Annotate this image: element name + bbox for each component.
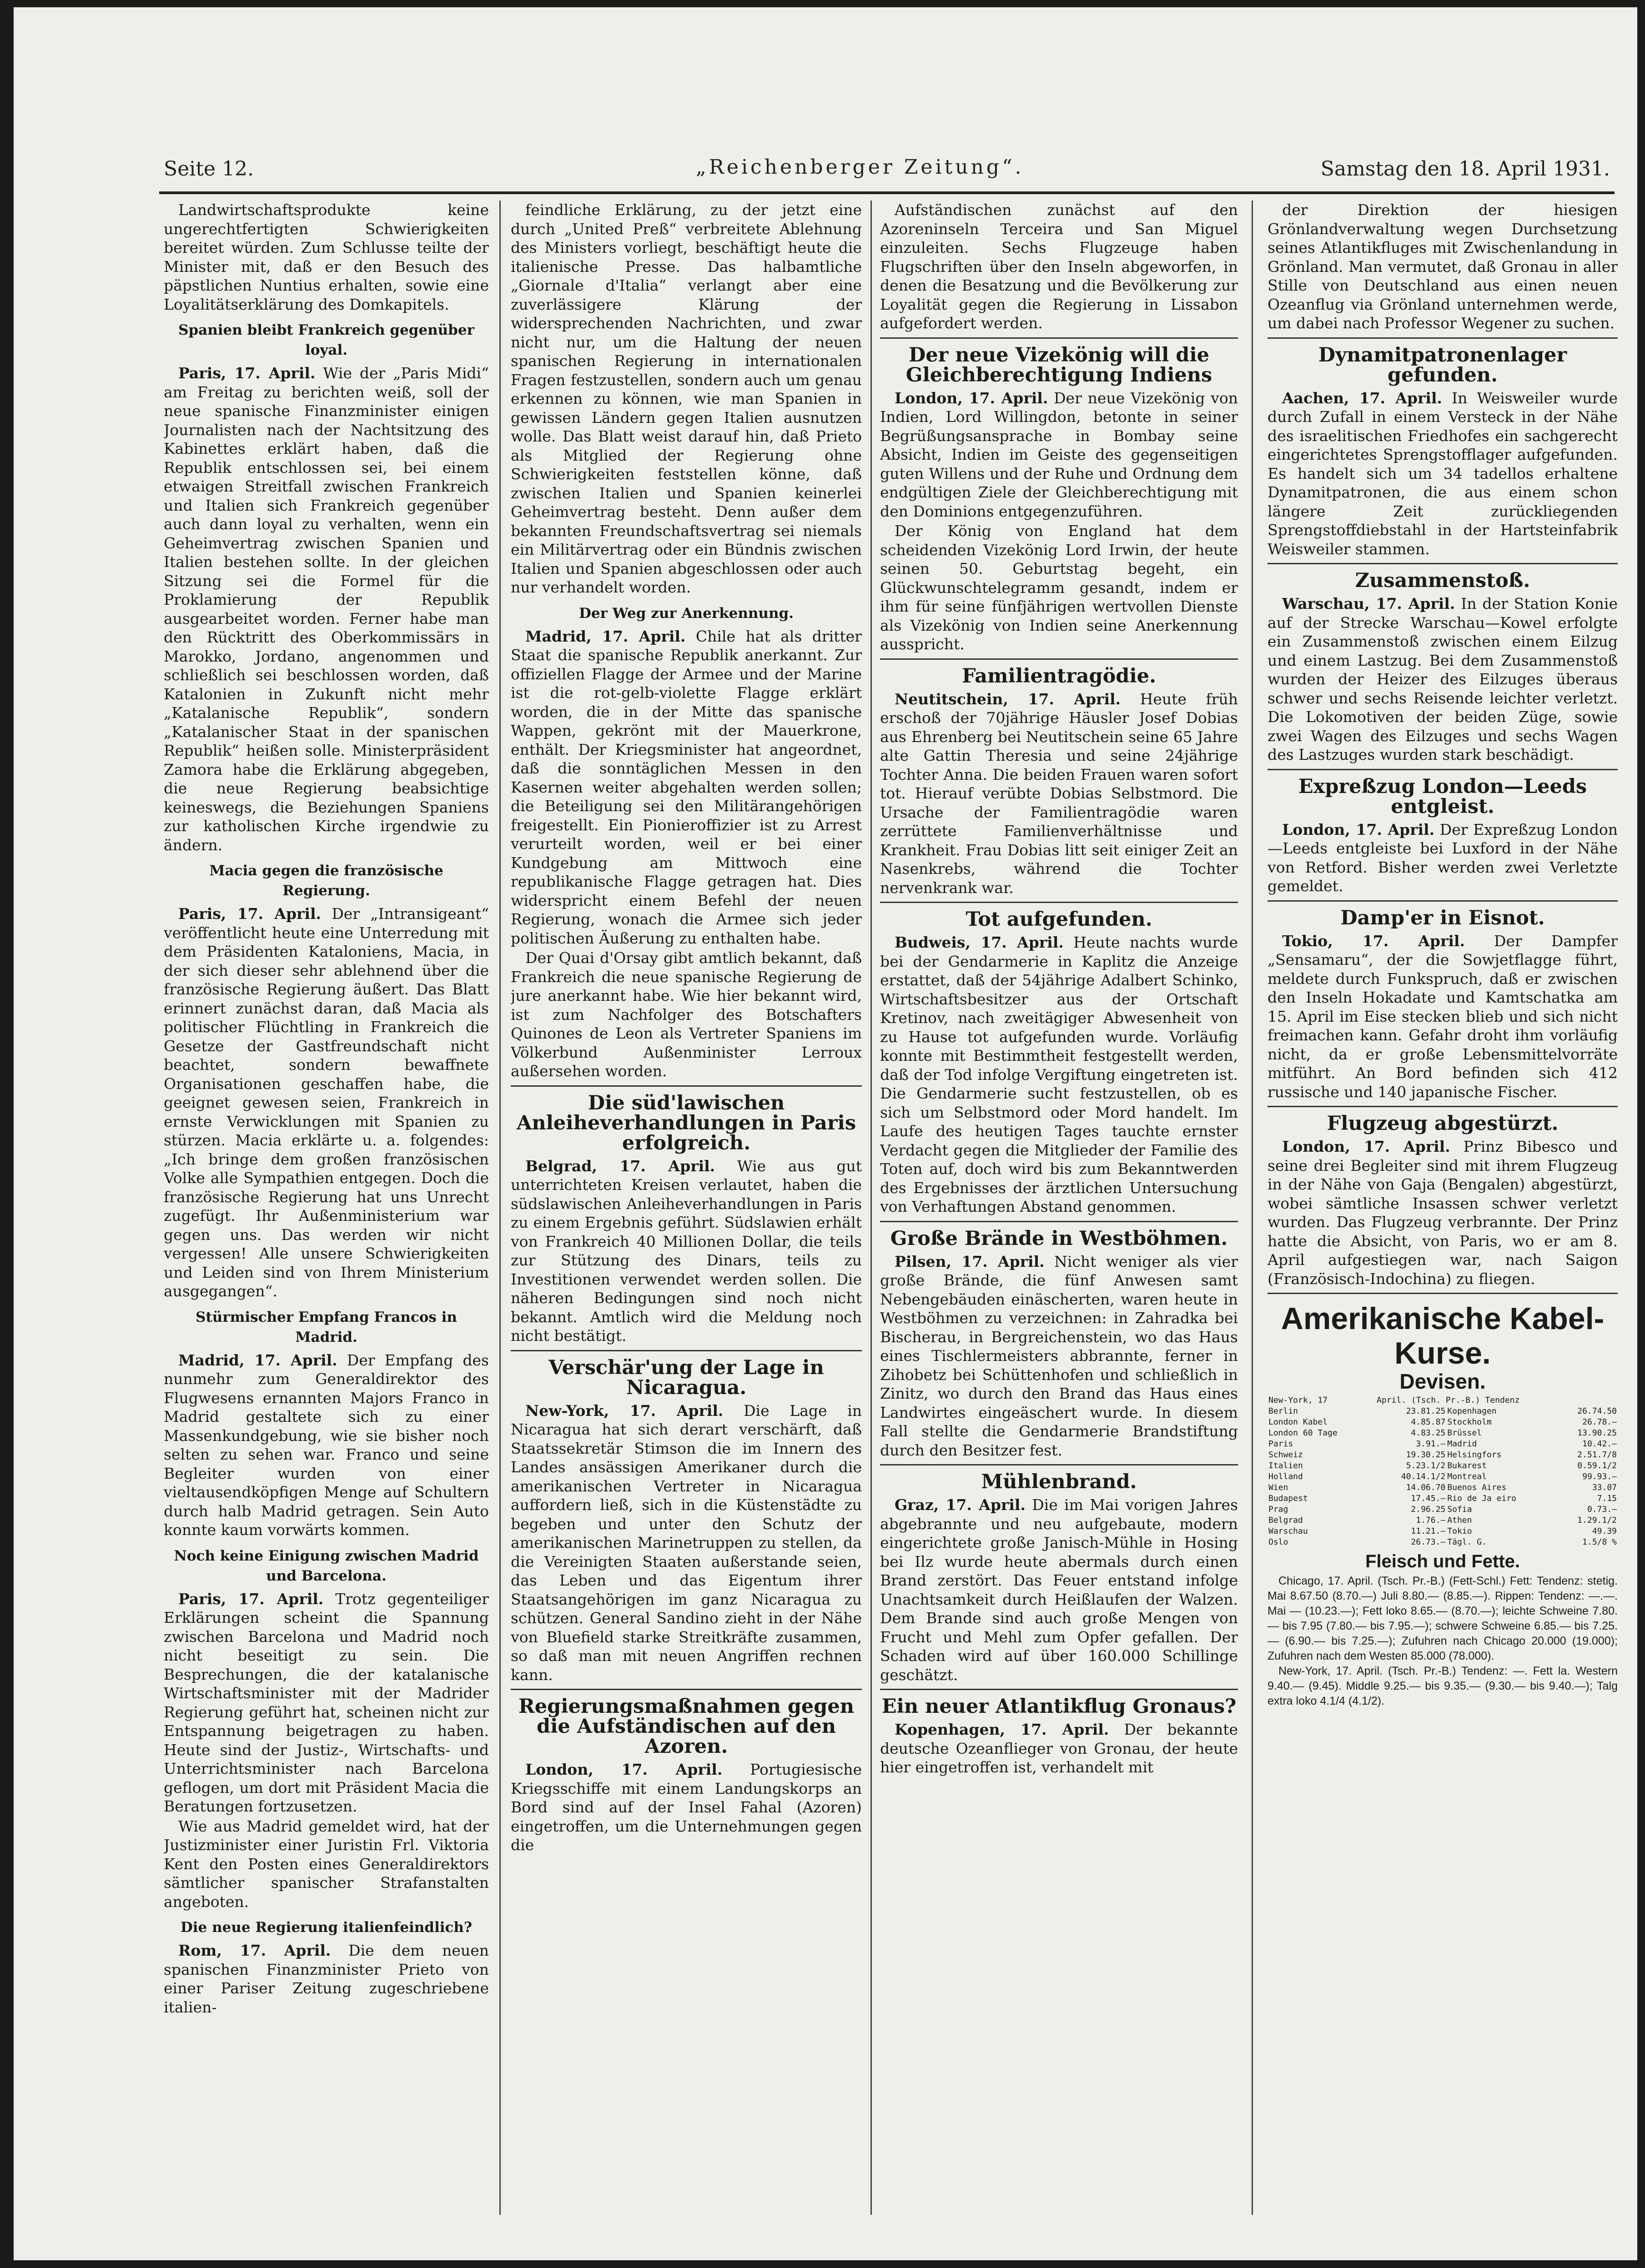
article-paragraph <box>880 389 1238 521</box>
currency-name: Bukarest <box>1447 1460 1487 1470</box>
issue-date: Samstag den 18. April 1931. <box>1320 157 1610 181</box>
paragraph-text: Wie der „Paris Midi“ am Freitag zu berichten weiß, soll der neue spanische Finanzminister einigen Journalisten nach der Nachtsitzung des Kabinettes erklärt haben, daß die Republik entschlossen sei, bei einem etwaigen Streitfall zwischen Frankreich und Italien sich Frankreich gegenüber auch dann loyal zu verhalten, wenn ein Geheimvertrag zwischen Spanien und Italien bestehen sollte. In der gleichen Sitzung sei die Formel für die Proklamierung der Republik ausgearbeitet worden. Ferner habe man den Rücktritt des Oberkommissärs in Marokko, Jordano, angenommen und schließlich sei beschlossen worden, daß Katalonien in Zukunft nicht mehr „Katalanische Republik“, sondern „Katalanischer Staat in der spanischen Republik“ heißen solle. Ministerpräsident Zamora habe die Erklärung abgegeben, die neue Regierung beabsichtige keineswegs, die Beziehungen Spaniens zur katholischen Kirche irgendwie zu ändern. <box>164 364 489 854</box>
page-header <box>164 153 1610 185</box>
article-paragraph <box>164 201 489 314</box>
devisen-row <box>1268 1471 1618 1482</box>
currency-name: Rio de Ja eiro <box>1447 1493 1516 1503</box>
dateline: Rom, 17. April. <box>178 1942 331 1959</box>
dateline: London, 17. April. <box>895 389 1048 407</box>
article-paragraph <box>164 1590 489 1816</box>
devisen-row <box>1268 1450 1618 1460</box>
article-paragraph <box>880 933 1238 1216</box>
devisen-table <box>1268 1395 1618 1548</box>
paragraph-text: Prinz Bibesco und seine drei Begleiter sind mit ihrem Flugzeug in der Nähe von Gaja (Bengalen) abgestürzt, wobei sämtliche Insassen schwer verletzt wurden. Das Flugzeug verbrannte. Der Prinz hatte die Absicht, von Paris, wo er am 8. April aufgestiegen war, nach Saigon (Französisch-Indochina) zu fliegen. <box>1268 1138 1618 1288</box>
currency-rate: 14.06.70 <box>1406 1482 1446 1492</box>
currency-rate: 13.90.25 <box>1577 1428 1617 1438</box>
devisen-row <box>1268 1493 1618 1504</box>
article-headline: Spanien bleibt Frankreich gegenüber loyal. <box>178 322 474 358</box>
currency-name: Oslo <box>1268 1537 1288 1547</box>
article-headline: Familientragödie. <box>961 664 1157 687</box>
currency-rate: 26.73.— <box>1411 1537 1446 1547</box>
section-rule <box>880 1689 1238 1690</box>
section-rule <box>1268 900 1618 902</box>
paragraph-text: Heute nachts wurde bei der Gendarmerie in Kaplitz die Anzeige erstattet, daß der 54jährige Adalbert Schinko, Wirtschaftsbesitzer aus der Ortschaft Kretinov, nach zweitägiger Abwesenheit von zu Hause tot aufgefunden wurde. Vorläufig konnte mit Bestimmtheit festgestellt werden, daß der Tod infolge Vergiftung eingetreten ist. Die Gendarmerie sucht festzustellen, ob es sich um Selbstmord oder Mord handelt. Im Laufe des heutigen Tages tauchte ernster Verdacht gegen die Mitglieder der Familie des Toten auf, doch wird bis zum Bekanntwerden des Ergebnisses der ärztlichen Untersuchung von Verhaftungen Abstand genommen. <box>880 933 1238 1215</box>
dateline: Madrid, 17. April. <box>525 627 686 645</box>
currency-name: Italien <box>1268 1460 1303 1470</box>
article-headline: Die neue Regierung italienfeindlich? <box>180 1919 473 1936</box>
currency-name: Buenos Aires <box>1447 1482 1507 1492</box>
article-paragraph <box>880 690 1238 898</box>
section-rule <box>880 1221 1238 1222</box>
currency-rate: 1.76.— <box>1416 1515 1446 1525</box>
article-paragraph <box>511 1760 862 1855</box>
currency-rate: 0.59.1/2 <box>1577 1460 1617 1470</box>
dateline: Madrid, 17. April. <box>178 1351 337 1369</box>
currency-name: Tägl. G. <box>1447 1537 1487 1547</box>
paragraph-text: Der „Intransigeant“ veröffentlicht heute eine Unterredung mit dem Präsidenten Kataloniens, Macia, in der sich dieser sehr ablehnend über die französische Regierung äußert. Das Blatt erinnert zunächst daran, daß Macia als politischer Flüchtling in Frankreich die Gesetze der Gastfreundschaft nicht beachtet, sondern bewaffnete Organisationen geschaffen habe, die geeignet gewesen seien, Frankreich in ernste Verwicklungen mit Spanien zu stürzen. Macia erklärte u. a. folgendes: „Ich bringe dem großen französischen Volke alle Sympathien entgegen. Doch die französische Regierung hat uns Unrecht zugefügt. Ihr Außenministerium war gegen uns. Das werden wir nicht vergessen! Alle unsere Schwierigkeiten und Leiden sind von Ihrem Ministerium ausgegangen“. <box>164 905 489 1300</box>
paragraph-text: Die im Mai vorigen Jahres abgebrannte und neu aufgebaute, modern eingerichtete große Janisch-Mühle in Hosing bei Ilz wurde heute abermals durch einen Brand zerstört. Das Feuer entstand infolge Unachtsamkeit durch Heißlaufen der Walzen. Dem Brande sind auch große Mengen von Frucht und Mehl zum Opfer gefallen. Der Schaden wird auf über 160.000 Schillinge geschätzt. <box>880 1496 1238 1684</box>
paragraph-text: Trotz gegenteiliger Erklärungen scheint die Spannung zwischen Barcelona und Madrid noch nicht beseitigt zu sein. Die Besprechungen, die der katalanische Wirtschaftsminister mit der Madrider Regierung geführt hat, scheinen nicht zur Entspannung beigetragen zu haben. Heute sind der Justiz-, Wirtschafts- und Unterrichtsminister nach Barcelona geflogen, um dort mit Präsident Macia die Beratungen fortzusetzen. <box>164 1590 489 1815</box>
article-headline: Der neue Vizekönig will die Gleichberechtigung Indiens <box>906 343 1212 386</box>
currency-rate: 11.21.— <box>1411 1526 1446 1536</box>
currency-rate: 3.91.— <box>1416 1439 1446 1449</box>
newspaper-page <box>14 7 1637 2260</box>
article-headline: Macia gegen die französische Regierung. <box>209 863 443 899</box>
paragraph-text: Der Expreßzug London—Leeds entgleiste bei Luxford in der Nähe von Retford. Bisher werden zwei Verletzte gemeldet. <box>1268 820 1618 895</box>
section-rule <box>511 1350 862 1351</box>
dateline: Paris, 17. April. <box>178 1590 324 1608</box>
currency-name: Brüssel <box>1447 1428 1482 1438</box>
article-headline: Der Weg zur Anerkennung. <box>579 605 794 622</box>
currency-name: Berlin <box>1268 1406 1298 1416</box>
paragraph-text: Der neue Vizekönig von Indien, Lord Willingdon, betonte in seiner Begrüßungsansprache in Bombay seine Absicht, Indien im Geiste des gegenseitigen guten Willens und der Ruhe und Ordnung dem endgültigen Ziele der Gleichberechtigung mit den Dominions entgegenzuführen. <box>880 389 1238 520</box>
currency-rate: 0.73.— <box>1587 1504 1617 1514</box>
article-headline: Expreßzug London—Leeds entgleist. <box>1298 775 1587 818</box>
paragraph-text: der Direktion der hiesigen Grönlandverwaltung wegen Durchsetzung seines Atlantikfluges mit Zwischenlandung in Grönland. Man vermutet, daß Gronau in aller Stille von Deutschland aus einen neuen Ozeanflug via Grönland unternehmen werde, um dabei nach Professor Wegener zu suchen. <box>1268 201 1618 332</box>
devisen-row <box>1268 1417 1618 1428</box>
article-headline: Dynamitpatronenlager gefunden. <box>1318 343 1567 386</box>
currency-rate: 23.81.25 <box>1406 1406 1446 1416</box>
column-2 <box>511 201 862 2219</box>
article-paragraph <box>164 1351 489 1540</box>
article-headline: Die süd'lawischen Anleiheverhandlungen in Paris erfolgreich. <box>516 1091 856 1154</box>
devisen-row <box>1268 1537 1618 1548</box>
column-divider <box>1252 201 1253 2215</box>
section-rule <box>880 658 1238 660</box>
currency-rate: 10.42.— <box>1582 1439 1617 1449</box>
currency-rate: 4.85.87 <box>1411 1417 1446 1427</box>
paragraph-text: feindliche Erklärung, zu der jetzt eine durch „United Preß“ verbreitete Ablehnung des Ministers vorliegt, beschäftigt heute die italienische Presse. Das halbamtliche „Giornale d'Italia“ verlangt aber eine zuverlässigere Klärung der widersprechenden Nachrichten, und zwar nicht nur, um die Haltung der neuen spanischen Regierung in internationalen Fragen festzustellen, sondern auch um genau erkennen zu können, wie man Spanien in gewissen Ländern gegen Italien ausnutzen wolle. Das Blatt weist darauf hin, daß Prieto als Mitglied der Regierung ohne Schwierigkeiten feststellen könne, daß zwischen Italien und Spanien keinerlei Geheimvertrag besteht. Denn außer dem bekannten Freundschaftsvertrag sei niemals ein Militärvertrag oder ein Bündnis zwischen Italien und Spanien abgeschlossen oder auch nur verhandelt worden. <box>511 201 862 596</box>
article-paragraph <box>880 1495 1238 1684</box>
section-rule <box>1268 337 1618 339</box>
article-headline: Regierungsmaßnahmen gegen die Aufständischen auf den Azoren. <box>518 1695 854 1758</box>
page-number: Seite 12. <box>164 157 254 181</box>
paragraph-text: Landwirtschaftsprodukte keine ungerechtfertigten Schwierigkeiten bereitet würden. Zum Schlusse teilte der Minister mit, daß er den Besuch des päpstlichen Nuntius erhalten, sowie eine Loyalitätserklärung des Domkapitels. <box>164 201 489 313</box>
article-paragraph <box>511 1401 862 1685</box>
dateline: London, 17. April. <box>525 1761 723 1778</box>
section-rule <box>880 1464 1238 1465</box>
currency-rate: 5.23.1/2 <box>1406 1460 1446 1470</box>
currency-name: Wien <box>1268 1482 1288 1492</box>
paragraph-text: Die Lage in Nicaragua hat sich derart verschärft, daß Staatssekretär Stimson die im Innern des Landes ansässigen Amerikaner durch die amerikanischen Vertreter in Nicaragua auffordern ließ, sich in die Küstenstädte zu begeben und unter den Schutz der amerikanischen Marinetruppen zu stellen, da die Vereinigten Staaten außerstande seien, das Leben und das Eigentum ihrer Staatsangehörigen im ganz Nicaragua zu schützen. General Sandino zieht in der Nähe von Bluefield starke Streitkräfte zusammen, so daß man mit neuen Angriffen rechnen kann. <box>511 1401 862 1684</box>
currency-name: Prag <box>1268 1504 1288 1514</box>
column-divider <box>499 201 501 2215</box>
article-paragraph <box>880 1720 1238 1777</box>
currency-name: London Kabel <box>1268 1417 1328 1427</box>
column-3 <box>880 201 1238 2219</box>
section-rule <box>1268 1293 1618 1294</box>
chicago-report: Chicago, 17. April. (Tsch. Pr.-B.) (Fett-Schl.) Fett: Tendenz: stetig. Mai 8.67.50 (8.70.—) Juli 8.80.— (8.85.—). Rippen: Tendenz: —.—. Mai — (10.23.—); Fett loko 8.65.— (8.70.—); leichte Schweine 7.80.— bis 7.95 (7.80.— bis 7.95.—); schwere Schweine 6.85.— bis 7.25.— (6.90.— bis 7.25.—); Zufuhren nach Chicago 20.000 (19.000); Zufuhren nach dem Westen 85.000 (78.000). <box>1268 1575 1618 1662</box>
paragraph-text: Heute früh erschoß der 70jährige Häusler Josef Dobias aus Ehrenberg bei Neutitschein seine 65 Jahre alte Gattin Theresia und seine 24jährige Tochter Anna. Die beiden Frauen waren sofort tot. Hierauf verübte Dobias Selbstmord. Die Ursache der Familientragödie waren zerrüttete Familienverhältnisse und Krankheit. Frau Dobias litt seit einiger Zeit an Nasenkrebs, während die Tochter nervenkrank war. <box>880 690 1238 897</box>
currency-rate: 40.14.1/2 <box>1401 1471 1446 1481</box>
column-4-articles <box>1268 201 1618 1288</box>
section-rule <box>511 1085 862 1087</box>
dateline: Paris, 17. April. <box>178 905 321 923</box>
devisen-row <box>1268 1515 1618 1526</box>
section-rule <box>880 902 1238 903</box>
currency-name: Helsingfors <box>1447 1450 1502 1460</box>
currency-name: Schweiz <box>1268 1450 1303 1460</box>
article-headline: Tot aufgefunden. <box>966 908 1152 931</box>
currency-name: Budapest <box>1268 1493 1308 1503</box>
article-headline: Flugzeug abgestürzt. <box>1327 1112 1559 1135</box>
column-1 <box>164 201 489 2219</box>
article-paragraph <box>164 1817 489 1912</box>
article-headline: Ein neuer Atlantikflug Gronaus? <box>881 1695 1237 1718</box>
newyork-report: New-York, 17. April. (Tsch. Pr.-B.) Tendenz: —. Fett la. Western 9.40.— (9.45). Middle 9.25.— bis 9.35.— (9.30.— bis 9.40.—); Talg extra loko 4.1/4 (4.1/2). <box>1268 1665 1618 1707</box>
devisen-row <box>1268 1526 1618 1537</box>
currency-name: Madrid <box>1447 1439 1477 1449</box>
paragraph-text: Die dem neuen spanischen Finanzminister Prieto von einer Pariser Zeitung zugeschriebene italien- <box>164 1942 489 2016</box>
article-paragraph <box>511 201 862 597</box>
section-rule <box>1268 769 1618 770</box>
header-rule <box>159 191 1615 194</box>
devisen-row <box>1268 1460 1618 1471</box>
article-paragraph <box>1268 932 1618 1102</box>
currency-rate: 1.29.1/2 <box>1577 1515 1617 1525</box>
dateline: Pilsen, 17. April. <box>895 1252 1045 1270</box>
dateline: New-York, 17. April. <box>525 1401 724 1420</box>
currency-rate: 19.30.25 <box>1406 1450 1446 1460</box>
section-rule <box>1268 563 1618 564</box>
paragraph-text: Wie aus gut unterrichteten Kreisen verlautet, haben die südslawischen Anleiheverhandlungen in Paris zu einem Ergebnis geführt. Südslawien erhält von Frankreich 40 Millionen Dollar, die teils zur Stützung des Dinars, teils zu Investitionen verwendet werden sollen. Die näheren Bedingungen sind noch nicht bekannt. Amtlich wird die Meldung noch nicht bestätigt. <box>511 1157 862 1345</box>
section-rule <box>1268 1106 1618 1107</box>
article-headline: Zusammenstoß. <box>1355 569 1530 592</box>
currency-rate: 2.51.7/8 <box>1577 1450 1617 1460</box>
article-paragraph <box>511 627 862 948</box>
article-headline: Stürmischer Empfang Francos in Madrid. <box>196 1309 457 1345</box>
fleisch-report <box>1268 1574 1618 1709</box>
dateline: London, 17. April. <box>1282 1138 1450 1155</box>
article-paragraph <box>511 948 862 1081</box>
dateline: Paris, 17. April. <box>178 364 316 382</box>
devisen-row <box>1268 1406 1618 1417</box>
article-paragraph <box>1268 820 1618 896</box>
currency-name: London 60 Tage <box>1268 1428 1338 1438</box>
article-paragraph <box>1268 1137 1618 1288</box>
dateline: Kopenhagen, 17. April. <box>895 1721 1109 1738</box>
currency-name: Warschau <box>1268 1526 1308 1536</box>
dateline: Neutitschein, 17. April. <box>895 690 1121 708</box>
article-headline: Noch keine Einigung zwischen Madrid und Barcelona. <box>174 1547 479 1584</box>
article-paragraph <box>1268 201 1618 333</box>
paragraph-text: Der Quai d'Orsay gibt amtlich bekannt, daß Frankreich die neue spanische Regierung de jure anerkannt habe. Wie hier bekannt wird, ist zum Nachfolger des Botschafters Quinones de Leon als Vertreter Spaniens im Völkerbund Außenminister Lerroux außersehen worden. <box>511 949 862 1080</box>
currency-name: Sofia <box>1447 1504 1472 1514</box>
article-paragraph <box>511 1157 862 1345</box>
dateline: Aachen, 17. April. <box>1282 389 1442 407</box>
newspaper-title: „Reichenberger Zeitung“. <box>696 156 1024 179</box>
article-headline: Damp'er in Eisnot. <box>1340 906 1545 929</box>
currency-rate: 33.07 <box>1592 1482 1617 1492</box>
currency-name: Athen <box>1447 1515 1472 1525</box>
dateline: Budweis, 17. April. <box>895 933 1064 951</box>
paragraph-text: In Weisweiler wurde durch Zufall in einem Versteck in der Nähe des israelitischen Friedhofes ein sachgerecht eingerichtetes Sprengstofflager aufgefunden. Es handelt sich um 34 tadellos erhaltene Dynamitpatronen, die aus einem schon längere Zeit zurückliegenden Sprengstoffdiebstahl in der Hartsteinfabrik Weisweiler stammen. <box>1268 389 1618 558</box>
paragraph-text: Nicht weniger als vier große Brände, die fünf Anwesen samt Nebengebäuden einäscherten, waren heute in Westböhmen zu verzeichnen: in Zahradka bei Bischerau, in Bergreichenstein, wo das Haus eines Tischlermeisters abbrannte, ferner in Zihobetz bei Schüttenhofen und schließlich in Zinitz, wo durch den Brand das Haus eines Landwirtes eingeäschert wurde. In diesem Fall stellte die Gendarmerie Brandstiftung durch den Besitzer fest. <box>880 1252 1238 1459</box>
currency-name: Tokio <box>1447 1526 1472 1536</box>
article-headline: Mühlenbrand. <box>981 1470 1137 1493</box>
article-paragraph <box>164 904 489 1301</box>
paragraph-text: Der Empfang des nunmehr zum Generaldirektor des Flugwesens ernannten Majors Franco in Madrid gestaltete sich zu einer Massenkundgebung, wie sie bisher noch selten zu sehen war. Franco und seine Begleiter wurden von einer vieltausendköpfigen Menge auf Schultern durch halb Madrid getragen. Sein Auto konnte kaum vorwärts kommen. <box>164 1351 489 1539</box>
currency-rate: 99.93.— <box>1582 1471 1617 1481</box>
cable-quotes-section <box>1268 1301 1618 1709</box>
paragraph-text: In der Station Konie auf der Strecke Warschau—Kowel erfolgte ein Zusammenstoß zwischen einem Eilzug und einem Lastzug. Bei dem Zusammenstoß wurden der Heizer des Eilzuges überaus schwer und sechs Reisende leichter verletzt. Die Lokomotiven der beiden Züge, sowie zwei Wagen des Eilzuges und sechs Wagen des Lastzuges wurden stark beschädigt. <box>1268 595 1618 763</box>
paragraph-text: Der Dampfer „Sensamaru“, der die Sowjetflagge führt, meldete durch Funkspruch, daß er zwischen den Inseln Hokadate und Kamtschatka am 15. April im Eise stecken blieb und sich nicht freimachen kann. Gefahr droht ihm vorläufig nicht, da er große Lebensmittelvorräte mitführt. An Bord befinden sich 412 russische und 140 japanische Fischer. <box>1268 932 1618 1101</box>
currency-name: Paris <box>1268 1439 1293 1449</box>
devisen-row <box>1268 1428 1618 1439</box>
devisen-row <box>1268 1439 1618 1450</box>
dateline: Tokio, 17. April. <box>1282 932 1465 950</box>
article-paragraph <box>164 364 489 854</box>
currency-name: Montreal <box>1447 1471 1487 1481</box>
fleisch-heading: Fleisch und Fette. <box>1365 1551 1520 1571</box>
paragraph-text: Aufständischen zunächst auf den Azoreninseln Terceira und San Miguel einzuleiten. Sechs Flugzeuge haben Flugschriften über den Inseln abgeworfen, in denen die Besatzung und die Bevölkerung zur Loyalität gegen die Regierung in Lissabon aufgefordert werden. <box>880 201 1238 332</box>
currency-rate: 26.78.— <box>1582 1417 1617 1427</box>
devisen-row <box>1268 1504 1618 1515</box>
dateline: London, 17. April. <box>1282 820 1435 838</box>
column-divider <box>870 201 872 2215</box>
currency-rate: 1.5/8 % <box>1582 1537 1617 1547</box>
currency-rate: 4.83.25 <box>1411 1428 1446 1438</box>
currency-rate: 7.15 <box>1597 1493 1617 1503</box>
paragraph-text: Portugiesische Kriegsschiffe mit einem Landungskorps an Bord sind auf der Insel Fahal (Azoren) eingetroffen, um die Unternehmungen gegen die <box>511 1761 862 1854</box>
dateline: Belgrad, 17. April. <box>525 1157 715 1175</box>
currency-rate: 49.39 <box>1592 1526 1617 1536</box>
article-headline: Verschär'ung der Lage in Nicaragua. <box>548 1356 824 1399</box>
paragraph-text: Der bekannte deutsche Ozeanflieger von Gronau, der heute hier eingetroffen ist, verhandelt mit <box>880 1721 1238 1776</box>
paragraph-text: Der König von England hat dem scheidenden Vizekönig Lord Irwin, der heute seinen 50. Geburtstag begeht, ein Glückwunschtelegramm gesandt, indem er ihm für seine fünfjährigen wertvollen Dienste als Vizekönig von Indien seine Anerkennung ausspricht. <box>880 522 1238 653</box>
article-paragraph <box>1268 389 1618 559</box>
currency-name: Belgrad <box>1268 1515 1303 1525</box>
article-paragraph <box>164 1941 489 2017</box>
currency-rate: 2.96.25 <box>1411 1504 1446 1514</box>
devisen-header-row: New-York, 17 April. (Tsch. Pr.-B.) Tendenz <box>1268 1395 1520 1405</box>
currency-name: Kopenhagen <box>1447 1406 1497 1416</box>
column-4 <box>1268 201 1618 2219</box>
devisen-row <box>1268 1482 1618 1493</box>
article-paragraph <box>880 522 1238 654</box>
article-headline: Große Brände in Westböhmen. <box>890 1227 1228 1250</box>
currency-rate: 26.74.50 <box>1577 1406 1617 1416</box>
article-paragraph <box>880 1252 1238 1460</box>
currency-name: Stockholm <box>1447 1417 1492 1427</box>
cable-quotes-title: Amerikanische Kabel-Kurse. <box>1281 1301 1605 1370</box>
section-rule <box>880 337 1238 339</box>
currency-rate: 17.45.— <box>1411 1493 1446 1503</box>
paragraph-text: Wie aus Madrid gemeldet wird, hat der Justizminister einer Juristin Frl. Viktoria Kent den Posten eines Generaldirektors sämtlicher spanischer Strafanstalten angeboten. <box>164 1817 489 1911</box>
dateline: Warschau, 17. April. <box>1282 595 1455 612</box>
dateline: Graz, 17. April. <box>895 1496 1026 1514</box>
article-paragraph <box>880 201 1238 333</box>
paragraph-text: Chile hat als dritter Staat die spanische Republik anerkannt. Zur offiziellen Flagge der Armee und der Marine ist die rot-gelb-violette Flagge erklärt worden, die in der Mitte das spanische Wappen, gekrönt mit der Mauerkrone, enthält. Der Kriegsminister hat angeordnet, daß die sonntäglichen Messen in den Kasernen weiter abgehalten werden sollen; die Beteiligung sei den Militärangehörigen freigestellt. Ein Pionieroffizier ist zu Arrest verurteilt worden, weil er bei einer Kundgebung am Mittwoch eine republikanische Flagge getragen hat. Dies widerspricht einem Befehl der neuen Regierung, wonach die Armee sich jeder politischen Äußerung zu enthalten habe. <box>511 627 862 947</box>
article-paragraph <box>1268 594 1618 764</box>
section-rule <box>511 1689 862 1690</box>
currency-name: Holland <box>1268 1471 1303 1481</box>
devisen-heading: Devisen. <box>1399 1370 1486 1393</box>
